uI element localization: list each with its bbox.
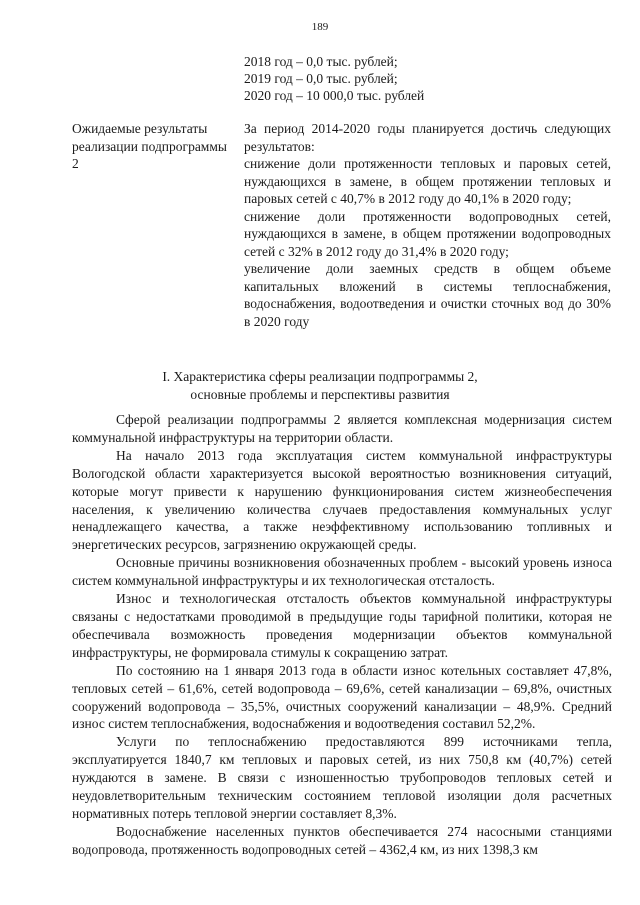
results-item: увеличение доли заемных средств в общем объеме капитальных вложений в системы теплоснабжения, водоснабжения, водоотведения и очистки сточных вод до 30% в 2020 году: [244, 261, 611, 329]
paragraph: Услуги по теплоснабжению предоставляются 899 источниками тепла, эксплуатируется 1840,7 км тепловых и паровых сетей, из них 750,8 км (40,7%) сетей нуждаются в замене. В связи с изношенностью трубопроводов тепловых сетей и неудовлетворительным техническим состоянием тепловой изоляции доля расчетных нормативных потерь тепловой энергии составляет 8,3%.: [72, 734, 612, 821]
paragraph: На начало 2013 года эксплуатация систем коммунальной инфраструктуры Вологодской области характеризуется высокой вероятностью возникновения ситуаций, которые могут привести к нарушению функционирования систем жизнеобеспечения населения, к увеличению количества случаев предоставления коммунальных услуг ненадлежащего качества, а также неэффективному использованию топливных и энергетических ресурсов, загрязнению окружающей среды.: [72, 447, 612, 553]
paragraph: Сферой реализации подпрограммы 2 является комплексная модернизация систем коммунальной инфраструктуры на территории области.: [72, 412, 612, 445]
funding-line: 2018 год – 0,0 тыс. рублей;: [244, 54, 398, 69]
funding-line: 2020 год – 10 000,0 тыс. рублей: [244, 88, 425, 103]
section-heading: [0, 368, 640, 404]
paragraph: Основные причины возникновения обозначенных проблем - высокий уровень износа систем коммунальной инфраструктуры и их технологическая отсталость.: [72, 555, 612, 589]
expected-results-text: [244, 120, 611, 330]
paragraph: Водоснабжение населенных пунктов обеспечивается 274 насосными станциями водопровода, протяженность водопроводных сетей – 4362,4 км, из них 1398,3 км: [72, 823, 612, 857]
paragraph: Износ и технологическая отсталость объектов коммунальной инфраструктуры связаны с недостатками проводимой в предыдущие годы тарифной политики, которая не обеспечивала возможность проведения модернизации объектов коммунальной инфраструктуры, не формировала стимулы к сокращению затрат.: [72, 591, 612, 660]
section-heading-line: основные проблемы и перспективы развития: [190, 387, 450, 402]
results-item: снижение доли протяженности тепловых и паровых сетей, нуждающихся в замене, в общем протяжении тепловых и паровых сетей с 40,7% в 2012 году до 40,1% в 2020 году;: [244, 156, 611, 206]
results-intro: За период 2014-2020 годы планируется достичь следующих результатов:: [244, 121, 611, 154]
section-heading-line: I. Характеристика сферы реализации подпрограммы 2,: [162, 369, 478, 384]
page-number: 189: [311, 21, 329, 33]
results-item: снижение доли протяженности водопроводных сетей, нуждающихся в замене, в общем протяжении водопроводных сетей с 32% в 2012 году до 31,4% в 2020 году;: [244, 208, 611, 259]
body-text: [72, 411, 612, 859]
expected-results-label: Ожидаемые результаты реализации подпрограммы 2: [72, 121, 227, 171]
funding-line: 2019 год – 0,0 тыс. рублей;: [244, 71, 398, 86]
paragraph: По состоянию на 1 января 2013 года в области износ котельных составляет 47,8%, тепловых сетей – 61,6%, сетей водопровода – 69,6%, сетей канализации – 69,8%, очистных сооружений водопровода – 35,5%, очистных сооружений канализации – 48,9%. Средний износ систем теплоснабжения, водоснабжения и водоотведения составил 52,2%.: [72, 662, 612, 732]
funding-schedule: [244, 53, 424, 104]
